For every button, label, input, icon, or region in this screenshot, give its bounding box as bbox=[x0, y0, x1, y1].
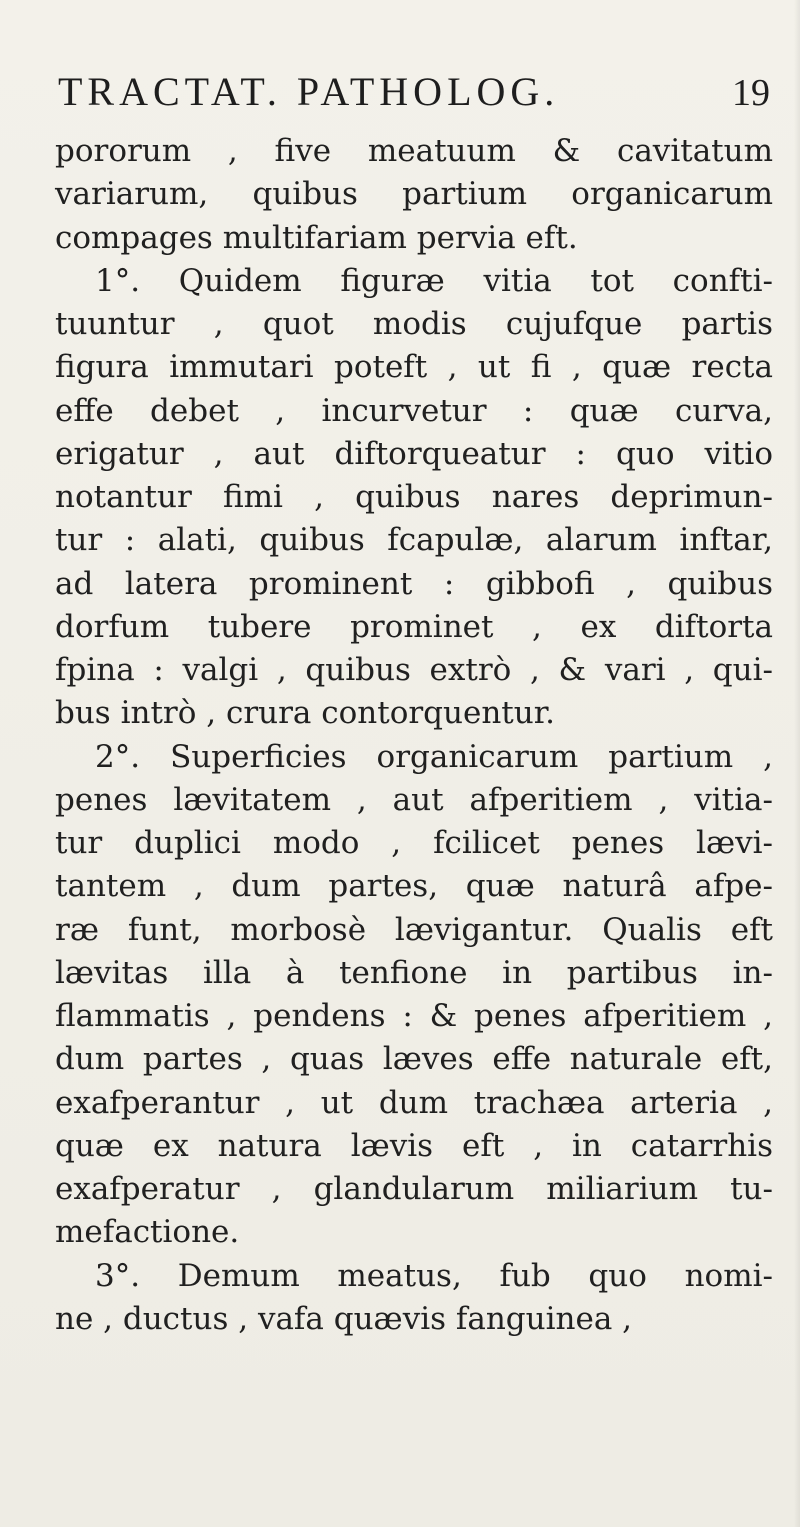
text-line: flammatis , pendens : & penes afperitiem , bbox=[55, 998, 773, 1034]
text-line: effe debet , incurvetur : quæ curva, bbox=[55, 392, 773, 429]
text-line: ad latera prominent : gibbofi , quibus bbox=[55, 565, 773, 602]
text-line: ne , ductus , vafa quævis fanguinea , bbox=[55, 1300, 633, 1337]
text-line: variarum, quibus partium organicarum bbox=[55, 176, 773, 213]
text-line: tur : alati, quibus fcapulæ, alarum inftar, bbox=[55, 522, 773, 559]
text-line: exafperatur , glandularum miliarium tu- bbox=[55, 1171, 773, 1207]
text-line: quæ ex natura lævis eft , in catarrhis bbox=[55, 1127, 773, 1164]
running-header bbox=[58, 68, 770, 124]
text-body bbox=[55, 130, 773, 1341]
text-line: tur duplici modo , fcilicet penes lævi- bbox=[55, 825, 773, 861]
text-line: mefactione. bbox=[55, 1214, 240, 1251]
text-line: ræ funt, morbosè lævigantur. Qualis eft bbox=[55, 911, 773, 948]
page-number: 19 bbox=[732, 72, 770, 114]
text-line: tuuntur , quot modis cujufque partis bbox=[55, 306, 773, 342]
text-line: penes lævitatem , aut afperitiem , vitia- bbox=[55, 781, 773, 818]
text-line: erigatur , aut diftorqueatur : quo vitio bbox=[55, 435, 773, 472]
text-line: figura immutari poteft , ut fi , quæ recta bbox=[55, 349, 773, 386]
text-line: 2°. Superficies organicarum partium , bbox=[95, 738, 773, 775]
text-line: 1°. Quidem figuræ vitia tot confti- bbox=[95, 262, 773, 299]
page-edge-shadow bbox=[794, 0, 800, 1527]
text-line: tantem , dum partes, quæ naturâ afpe- bbox=[55, 868, 773, 905]
text-line: fpina : valgi , quibus extrò , & vari , qui- bbox=[55, 652, 773, 688]
text-line: dorfum tubere prominet , ex diftorta bbox=[55, 608, 773, 645]
text-line: exafperantur , ut dum trachæa arteria , bbox=[55, 1084, 773, 1121]
running-title: TRACTAT. PATHOLOG. bbox=[58, 69, 560, 114]
text-line: notantur fimi , quibus nares deprimun- bbox=[55, 479, 773, 515]
text-line: compages multifariam pervia eft. bbox=[55, 219, 578, 256]
text-line: 3°. Demum meatus, fub quo nomi- bbox=[95, 1257, 773, 1294]
text-line: dum partes , quas læves effe naturale eft, bbox=[55, 1041, 773, 1078]
text-line: lævitas illa à tenfione in partibus in- bbox=[55, 954, 773, 991]
text-line: pororum , five meatuum & cavitatum bbox=[55, 133, 773, 169]
text-line: bus intrò , crura contorquentur. bbox=[55, 695, 555, 732]
